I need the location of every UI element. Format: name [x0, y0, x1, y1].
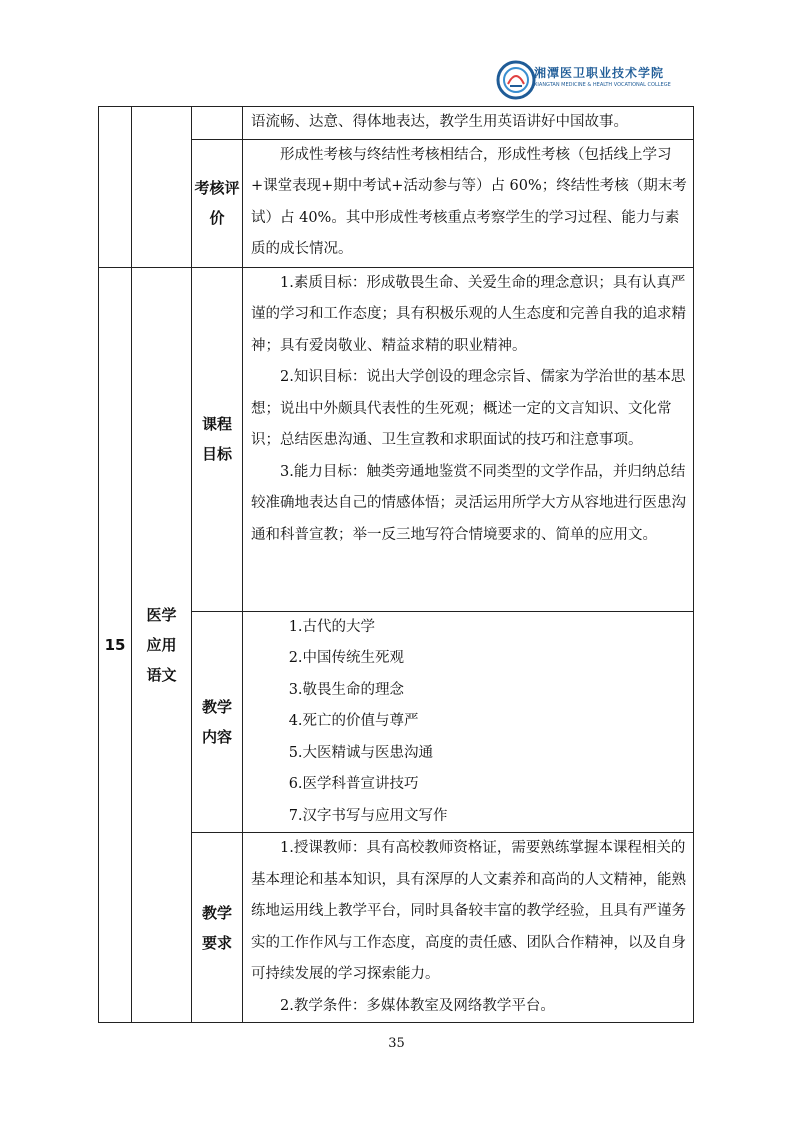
content-item: 6.医学科普宣讲技巧 [288, 776, 419, 792]
content-item: 7.汉字书写与应用文写作 [288, 807, 448, 824]
prev-cont-cell [243, 107, 694, 140]
course-number: 15 [99, 267, 132, 1023]
content-item: 5.大医精诚与医患沟通 [288, 744, 434, 761]
table-row [99, 267, 694, 611]
prev-cont-text: 语流畅、达意、得体地表达，教学生用英语讲好中国故事。 [251, 114, 628, 130]
logo-subtitle: XIANGTAN MEDICINE & HEALTH VOCATIONAL COLLEGE [534, 82, 671, 88]
content-item: 3.敬畏生命的理念 [288, 681, 405, 698]
goals-cell [243, 267, 694, 611]
content-item: 4.死亡的价值与尊严 [288, 713, 419, 729]
course-table [98, 106, 694, 1023]
prev-number-cell [99, 107, 132, 268]
assess-cell [243, 139, 694, 267]
course-name-cell [132, 267, 192, 1023]
goal-item: 1.素质目标：形成敬畏生命、关爱生命的理念意识；具有认真严谨的学习和工作态度；具有积极乐观的人生态度和完善自我的追求精神；具有爱岗敬业、精益求精的职业精神。 [251, 274, 686, 354]
content-cell [243, 611, 694, 833]
prev-name-cell [132, 107, 192, 268]
content-item: 2.中国传统生死观 [288, 650, 405, 666]
goals-label: 课程目标 [192, 267, 243, 611]
goal-item: 3.能力目标：触类旁通地鉴赏不同类型的文学作品，并归纳总结较准确地表达自己的情感体悟；灵活运用所学大方从容地进行医患沟通和科普宣教；举一反三地写符合情境要求的、简单的应用文。 [251, 463, 686, 543]
requirement-item: 1.授课教师：具有高校教师资格证，需要熟练掌握本课程相关的基本理论和基本知识，具有深厚的人文素养和高尚的人文精神，能熟练地运用线上教学平台，同时具备较丰富的教学经验，且具有严谨务实的工作作风与工作态度，高度的责任感、团队合作精神，以及自身可持续发展的学习探索能力。 [251, 840, 686, 982]
assess-text: 形成性考核与终结性考核相结合，形成性考核（包括线上学习+课堂表现+期中考试+活动参与等）占 60%；终结性考核（期末考试）占 40%。其中形成性考核重点考察学生的学习过程、能力与素质的成长情况。 [251, 146, 687, 257]
req-label: 教学要求 [192, 833, 243, 1023]
logo-text: 湘潭医卫职业技术学院 [534, 66, 665, 80]
course-name: 医学应用语文 [146, 605, 177, 684]
content-item: 1.古代的大学 [288, 618, 376, 635]
content-label: 教学内容 [192, 611, 243, 833]
assess-label: 考核评价 [192, 139, 243, 267]
prev-cat-cell [192, 107, 243, 140]
page-number: 35 [388, 1036, 405, 1051]
requirement-item: 2.教学条件：多媒体教室及网络教学平台。 [280, 997, 555, 1014]
goal-item: 2.知识目标：说出大学创设的理念宗旨、儒家为学治世的基本思想；说出中外颇具代表性的生死观；概述一定的文言知识、文化常识；总结医患沟通、卫生宣教和求职面试的技巧和注意事项。 [251, 369, 686, 448]
table-row [99, 107, 694, 140]
req-cell [243, 833, 694, 1023]
